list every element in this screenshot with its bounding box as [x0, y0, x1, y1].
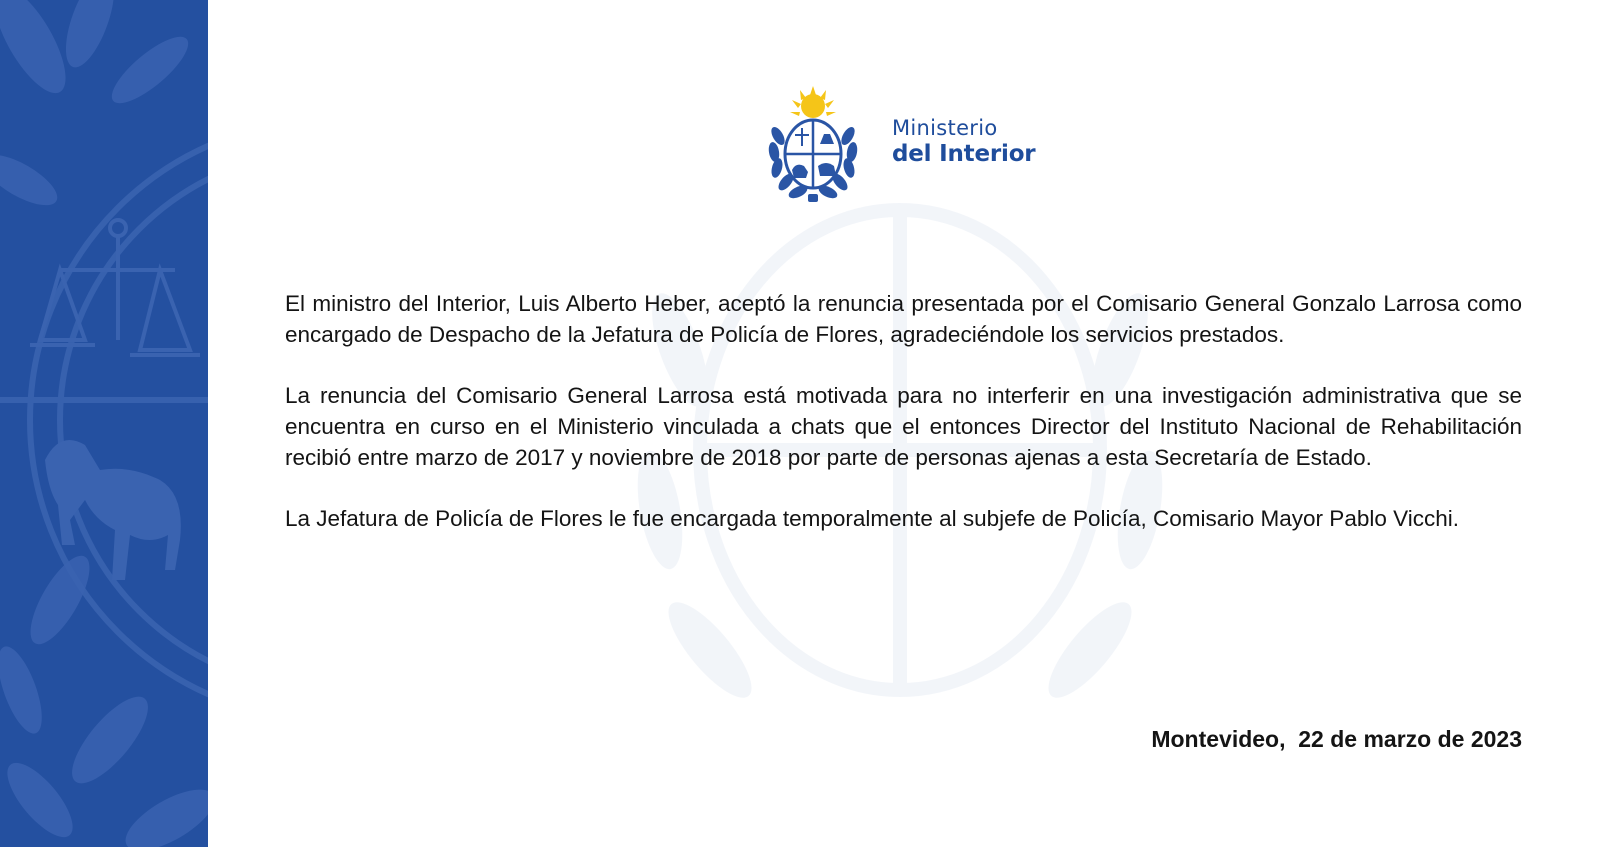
- decorative-side-panel: [0, 0, 208, 847]
- logo-line-del-interior: del Interior: [892, 141, 1036, 167]
- place-date: Montevideo, 22 de marzo de 2023: [1151, 726, 1522, 752]
- coat-of-arms-icon: [764, 86, 862, 204]
- coat-of-arms-pattern: [0, 0, 208, 847]
- paragraph-1: El ministro del Interior, Luis Alberto Heber, aceptó la renuncia presentada por el Comisario General Gonzalo Larrosa como encargado de Despacho de la Jefatura de Policía de Flores, agradeciéndole los servicios prestados.: [285, 291, 1522, 347]
- logo-line-ministerio: Ministerio: [892, 116, 998, 140]
- paragraph-2: La renuncia del Comisario General Larrosa está motivada para no interferir en una investigación administrativa que se encuentra en curso en el Ministerio vinculada a chats que el entonces Director del Instituto Nacional de Rehabilitación recibió entre marzo de 2017 y noviembre de 2018 por parte de personas ajenas a esta Secretaría de Estado.: [285, 383, 1522, 470]
- ministry-logo-text: [892, 118, 1035, 166]
- press-release-body: [285, 288, 1522, 564]
- ministry-logo: [764, 86, 1064, 206]
- paragraph-3: La Jefatura de Policía de Flores le fue encargada temporalmente al subjefe de Policía, Comisario Mayor Pablo Vicchi.: [285, 506, 1459, 531]
